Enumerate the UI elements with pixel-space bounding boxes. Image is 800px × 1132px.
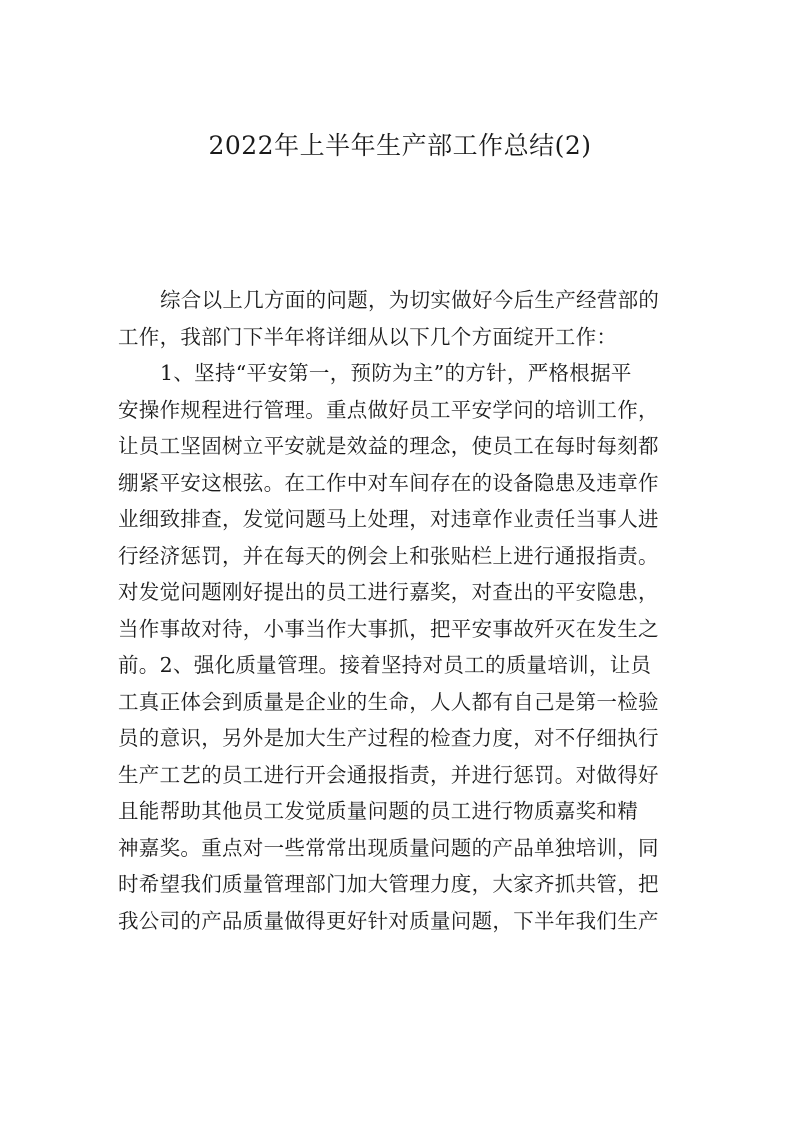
paragraph-line: 安操作规程进行管理。重点做好员工平安学问的培训工作， — [118, 397, 659, 422]
paragraph-line: 当作事故对待，小事当作大事抓，把平安事故歼灭在发生之 — [118, 616, 659, 641]
paragraph-line: 让员工坚固树立平安就是效益的理念，使员工在每时每刻都 — [118, 434, 659, 458]
paragraph-line: 业细致排查，发觉问题马上处理，对违章作业责任当事人进 — [118, 507, 659, 531]
paragraph-line: 我公司的产品质量做得更好针对质量问题，下半年我们生产 — [118, 908, 659, 933]
paragraph-line: 1、坚持“平安第一，预防为主”的方针，严格根据平 — [160, 361, 632, 385]
paragraph-line: 时希望我们质量管理部门加大管理力度，大家齐抓共管，把 — [118, 872, 659, 896]
paragraph-line: 神嘉奖。重点对一些常常出现质量问题的产品单独培训，同 — [118, 835, 659, 860]
paragraph-line: 对发觉问题刚好提出的员工进行嘉奖，对查出的平安隐患， — [118, 580, 659, 604]
paragraph-line: 工真正体会到质量是企业的生命，人人都有自己是第一检验 — [118, 689, 659, 714]
document-title: 2022年上半年生产部工作总结(2) — [208, 131, 592, 160]
paragraph-line: 员的意识，另外是加大生产过程的检查力度，对不仔细执行 — [118, 726, 659, 750]
paragraph-line: 生产工艺的员工进行开会通报指责，并进行惩罚。对做得好 — [118, 762, 659, 787]
paragraph-line: 且能帮助其他员工发觉质量问题的员工进行物质嘉奖和精 — [118, 799, 638, 823]
paragraph-line: 行经济惩罚，并在每天的例会上和张贴栏上进行通报指责。 — [118, 543, 659, 568]
document-body — [118, 282, 684, 939]
paragraph-line: 前。2、强化质量管理。接着坚持对员工的质量培训，让员 — [118, 653, 652, 677]
paragraph-line: 综合以上几方面的问题，为切实做好今后生产经营部的 — [160, 288, 660, 312]
paragraph-line: 工作，我部门下半年将详细从以下几个方面绽开工作： — [118, 324, 618, 349]
paragraph-line: 绷紧平安这根弦。在工作中对车间存在的设备隐患及违章作 — [118, 470, 659, 495]
